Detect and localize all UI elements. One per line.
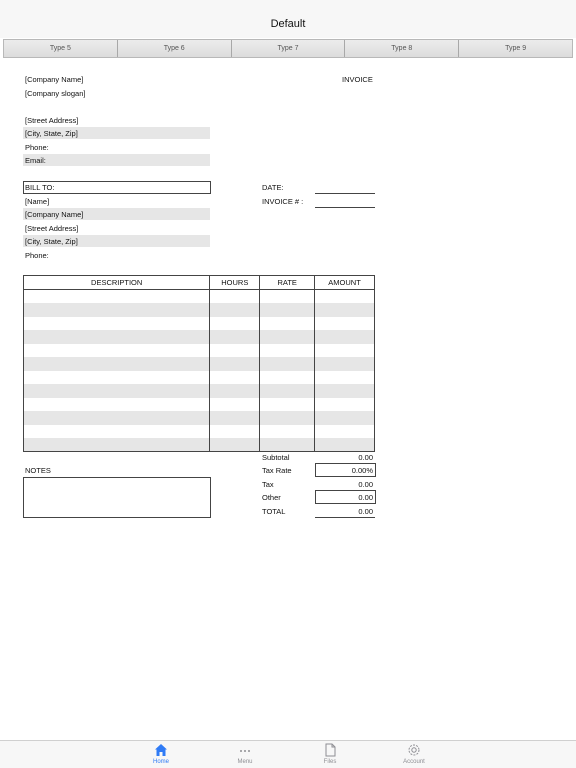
table-row	[24, 317, 375, 331]
rate-cell[interactable]	[260, 357, 315, 371]
description-cell[interactable]	[24, 438, 210, 452]
date-label: DATE:	[262, 183, 284, 192]
bill-to-street-field[interactable]: [Street Address]	[25, 224, 79, 233]
column-header-hours: HOURS	[210, 276, 260, 290]
description-cell[interactable]	[24, 398, 210, 412]
amount-cell	[315, 330, 375, 344]
hours-cell[interactable]	[210, 398, 260, 412]
total-label: TOTAL	[262, 507, 286, 516]
segment-type-7[interactable]: Type 7	[232, 40, 346, 57]
table-row	[24, 371, 375, 385]
table-row	[24, 438, 375, 452]
hours-cell[interactable]	[210, 425, 260, 439]
other-label: Other	[262, 493, 281, 502]
tab-menu-label: Menu	[237, 759, 253, 765]
rate-cell[interactable]	[260, 438, 315, 452]
bill-to-city-field[interactable]: [City, State, Zip]	[25, 237, 78, 246]
invoice-title: INVOICE	[342, 75, 373, 84]
company-name-field[interactable]: [Company Name]	[25, 75, 84, 84]
tab-files[interactable]	[300, 743, 360, 765]
nav-bar	[0, 0, 576, 38]
rate-cell[interactable]	[260, 317, 315, 331]
file-icon	[323, 743, 337, 757]
table-header-row	[24, 276, 375, 290]
tax-label: Tax	[262, 480, 274, 489]
notes-label: NOTES	[25, 466, 51, 475]
column-header-rate: RATE	[260, 276, 315, 290]
table-row	[24, 303, 375, 317]
table-row	[24, 290, 375, 304]
amount-cell	[315, 371, 375, 385]
description-cell[interactable]	[24, 290, 210, 304]
rate-cell[interactable]	[260, 344, 315, 358]
bill-to-phone-field[interactable]: Phone:	[25, 251, 49, 260]
hours-cell[interactable]	[210, 344, 260, 358]
hours-cell[interactable]	[210, 411, 260, 425]
amount-cell	[315, 290, 375, 304]
tab-bar	[0, 740, 576, 768]
description-cell[interactable]	[24, 371, 210, 385]
hours-cell[interactable]	[210, 330, 260, 344]
rate-cell[interactable]	[260, 425, 315, 439]
city-field[interactable]: [City, State, Zip]	[25, 129, 78, 138]
table-row	[24, 344, 375, 358]
other-value: 0.00	[358, 493, 373, 502]
amount-cell	[315, 357, 375, 371]
company-slogan-field[interactable]: [Company slogan]	[25, 89, 86, 98]
more-icon	[238, 743, 252, 757]
rate-cell[interactable]	[260, 290, 315, 304]
total-underline	[315, 517, 375, 518]
amount-cell	[315, 317, 375, 331]
hours-cell[interactable]	[210, 290, 260, 304]
tab-home[interactable]	[131, 743, 191, 765]
description-cell[interactable]	[24, 344, 210, 358]
bill-to-label: BILL TO:	[25, 183, 55, 192]
home-icon	[154, 743, 168, 757]
table-row	[24, 411, 375, 425]
hours-cell[interactable]	[210, 317, 260, 331]
invoice-number-label: INVOICE # :	[262, 197, 304, 206]
rate-cell[interactable]	[260, 384, 315, 398]
gear-icon	[407, 743, 421, 757]
rate-cell[interactable]	[260, 371, 315, 385]
description-cell[interactable]	[24, 317, 210, 331]
rate-cell[interactable]	[260, 330, 315, 344]
column-header-amount: AMOUNT	[315, 276, 375, 290]
rate-cell[interactable]	[260, 303, 315, 317]
amount-cell	[315, 438, 375, 452]
tab-home-label: Home	[152, 759, 169, 765]
invoice-number-input[interactable]	[315, 207, 375, 208]
template-type-selector	[3, 39, 573, 58]
tab-files-label: Files	[323, 759, 337, 765]
amount-cell	[315, 344, 375, 358]
column-header-description: DESCRIPTION	[24, 276, 210, 290]
description-cell[interactable]	[24, 384, 210, 398]
amount-cell	[315, 411, 375, 425]
amount-cell	[315, 303, 375, 317]
hours-cell[interactable]	[210, 438, 260, 452]
description-cell[interactable]	[24, 357, 210, 371]
hours-cell[interactable]	[210, 371, 260, 385]
amount-cell	[315, 398, 375, 412]
email-field-shade	[23, 154, 210, 166]
subtotal-value: 0.00	[358, 453, 373, 462]
table-row	[24, 384, 375, 398]
table-row	[24, 357, 375, 371]
tab-account[interactable]	[384, 743, 444, 765]
rate-cell[interactable]	[260, 411, 315, 425]
tax-rate-value: 0.00%	[351, 466, 373, 475]
notes-textarea[interactable]	[23, 477, 211, 518]
amount-cell	[315, 384, 375, 398]
amount-cell	[315, 425, 375, 439]
hours-cell[interactable]	[210, 384, 260, 398]
table-row	[24, 398, 375, 412]
description-cell[interactable]	[24, 411, 210, 425]
email-field[interactable]: Email:	[25, 156, 46, 165]
description-cell[interactable]	[24, 330, 210, 344]
description-cell[interactable]	[24, 303, 210, 317]
hours-cell[interactable]	[210, 357, 260, 371]
segment-type-8[interactable]: Type 8	[345, 40, 459, 57]
street-address-field[interactable]: [Street Address]	[25, 116, 79, 125]
tax-rate-label: Tax Rate	[262, 466, 292, 475]
total-value: 0.00	[358, 507, 373, 516]
table-row	[24, 330, 375, 344]
bill-to-name-field[interactable]: [Name]	[25, 197, 50, 206]
line-items-table	[23, 275, 375, 452]
rate-cell[interactable]	[260, 398, 315, 412]
table-row	[24, 425, 375, 439]
page-title: Default	[270, 18, 306, 30]
subtotal-label: Subtotal	[262, 453, 290, 462]
hours-cell[interactable]	[210, 303, 260, 317]
description-cell[interactable]	[24, 425, 210, 439]
date-input[interactable]	[315, 193, 375, 194]
tab-menu[interactable]	[215, 743, 275, 765]
tab-account-label: Account	[403, 759, 425, 765]
segment-type-6[interactable]: Type 6	[118, 40, 232, 57]
segment-type-9[interactable]: Type 9	[459, 40, 572, 57]
bill-to-company-field[interactable]: [Company Name]	[25, 210, 84, 219]
phone-field[interactable]: Phone:	[25, 143, 49, 152]
segment-type-5[interactable]: Type 5	[4, 40, 118, 57]
tax-value: 0.00	[358, 480, 373, 489]
